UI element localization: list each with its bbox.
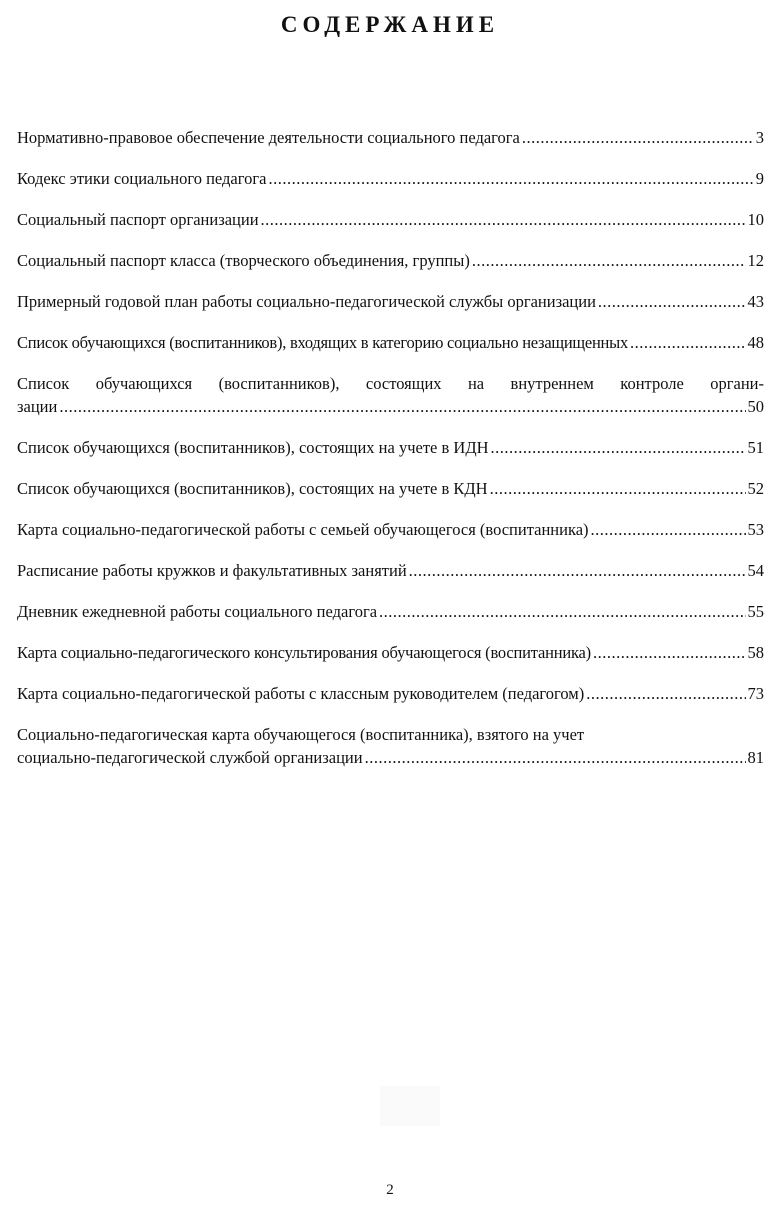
toc-entry bbox=[17, 290, 764, 313]
toc-dot-leader bbox=[379, 600, 745, 623]
toc-entry bbox=[17, 126, 764, 149]
toc-entry-title-line1: Список обучающихся (воспитанников), состоящих на внутреннем контроле органи- bbox=[17, 374, 764, 393]
toc-entry-page: 55 bbox=[747, 602, 764, 621]
toc-entry bbox=[17, 559, 764, 582]
toc-entry bbox=[17, 436, 764, 459]
toc-entry bbox=[17, 208, 764, 231]
toc-entry-page: 48 bbox=[747, 333, 764, 352]
toc-dot-leader bbox=[593, 641, 746, 664]
toc-entry-page: 43 bbox=[747, 292, 764, 311]
toc-entry-title: Социальный паспорт организации bbox=[17, 210, 259, 229]
toc-dot-leader bbox=[630, 331, 746, 354]
toc-entry-title: Карта социально-педагогического консультирования обучающегося (воспитанника) bbox=[17, 643, 591, 662]
toc-entry-title: социально-педагогической службой организации bbox=[17, 748, 363, 767]
toc-dot-leader bbox=[591, 518, 746, 541]
toc-entry-title-line1: Социально-педагогическая карта обучающегося (воспитанника), взятого на учет bbox=[17, 725, 585, 744]
toc-entry-page: 3 bbox=[755, 128, 764, 147]
toc-entry-page: 12 bbox=[747, 251, 764, 270]
toc-entry-page: 53 bbox=[747, 520, 764, 539]
toc-dot-leader bbox=[261, 208, 746, 231]
toc-entry-page: 10 bbox=[747, 210, 764, 229]
toc-entry-title: Нормативно-правовое обеспечение деятельности социального педагога bbox=[17, 128, 520, 147]
toc-dot-leader bbox=[586, 682, 745, 705]
scan-artifact bbox=[380, 1086, 440, 1126]
toc-dot-leader bbox=[59, 395, 745, 418]
toc-entry bbox=[17, 723, 764, 769]
toc-dot-leader bbox=[409, 559, 746, 582]
toc-entry bbox=[17, 682, 764, 705]
toc-entry-title: Карта социально-педагогической работы с классным руководителем (педагогом) bbox=[17, 684, 585, 703]
toc-entry-title: Список обучающихся (воспитанников), состоящих на учете в КДН bbox=[17, 479, 488, 498]
toc-entry-title: зации bbox=[17, 397, 58, 416]
toc-entry-title: Примерный годовой план работы социально-педагогической службы организации bbox=[17, 292, 596, 311]
toc-dot-leader bbox=[472, 249, 746, 272]
toc-entry bbox=[17, 641, 764, 664]
table-of-contents bbox=[17, 126, 764, 787]
toc-dot-leader bbox=[491, 436, 746, 459]
page-number: 2 bbox=[386, 1182, 394, 1198]
toc-entry-page: 58 bbox=[747, 643, 764, 662]
toc-entry-page: 81 bbox=[747, 748, 764, 767]
toc-entry bbox=[17, 167, 764, 190]
toc-dot-leader bbox=[490, 477, 746, 500]
toc-entry-title: Список обучающихся (воспитанников), состоящих на учете в ИДН bbox=[17, 438, 489, 457]
toc-entry-title: Дневник ежедневной работы социального педагога bbox=[17, 602, 378, 621]
toc-entry-page: 73 bbox=[747, 684, 764, 703]
toc-entry-page: 50 bbox=[747, 397, 764, 416]
toc-entry bbox=[17, 600, 764, 623]
toc-entry bbox=[17, 518, 764, 541]
toc-entry-title: Кодекс этики социального педагога bbox=[17, 169, 267, 188]
toc-dot-leader bbox=[598, 290, 746, 313]
page-title: СОДЕРЖАНИЕ bbox=[280, 12, 500, 37]
toc-entry-title: Карта социально-педагогической работы с семьей обучающегося (воспитанника) bbox=[17, 520, 589, 539]
toc-dot-leader bbox=[268, 167, 753, 190]
toc-entry bbox=[17, 331, 764, 354]
toc-entry-title: Социальный паспорт класса (творческого объединения, группы) bbox=[17, 251, 470, 270]
toc-entry-page: 52 bbox=[747, 479, 764, 498]
toc-entry-title: Список обучающихся (воспитанников), входящих в категорию социально незащищенных bbox=[17, 333, 628, 352]
toc-entry bbox=[17, 249, 764, 272]
toc-entry-page: 54 bbox=[747, 561, 764, 580]
toc-entry bbox=[17, 372, 764, 418]
toc-dot-leader bbox=[365, 746, 746, 769]
toc-entry-title: Расписание работы кружков и факультативных занятий bbox=[17, 561, 407, 580]
toc-dot-leader bbox=[522, 126, 754, 149]
toc-entry bbox=[17, 477, 764, 500]
toc-entry-page: 9 bbox=[755, 169, 764, 188]
toc-entry-page: 51 bbox=[747, 438, 764, 457]
